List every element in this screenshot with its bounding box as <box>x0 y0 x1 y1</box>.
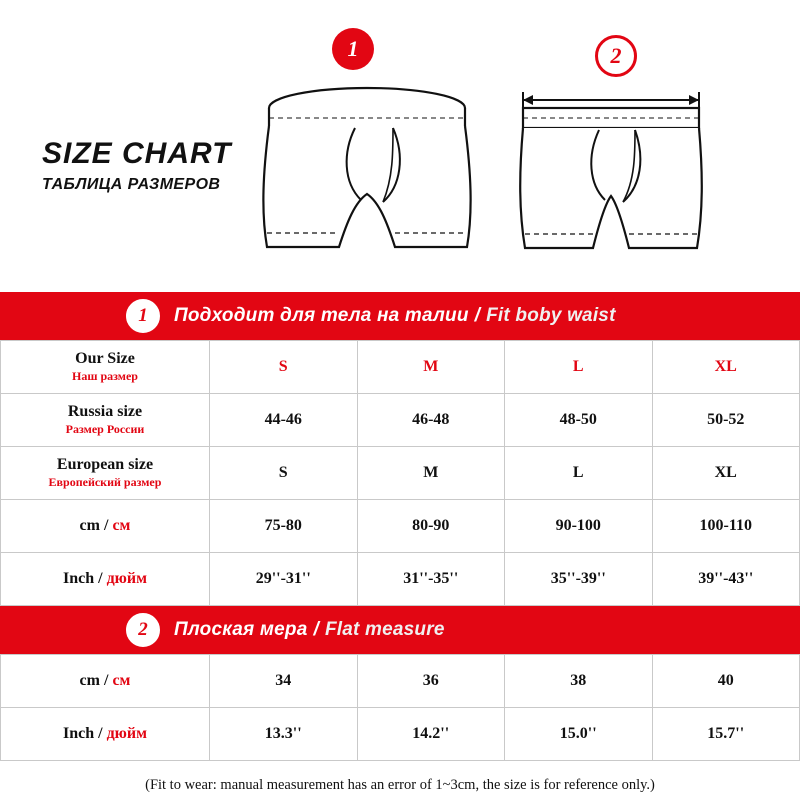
cell-russia-size-m: 46-48 <box>357 394 505 447</box>
section-badge-2: 2 <box>126 613 160 647</box>
row-label-waist-cm <box>1 500 210 553</box>
cell-flat-cm-xl: 40 <box>652 655 800 708</box>
row-label-waist-inch <box>1 553 210 606</box>
table-row <box>1 394 800 447</box>
section-title-2 <box>174 619 445 641</box>
row-label-waist-inch-ru: дюйм <box>106 569 147 587</box>
callout-badge-2: 2 <box>595 35 637 77</box>
row-label-flat-inch <box>1 708 210 761</box>
row-label-flat-inch-ru: дюйм <box>106 724 147 742</box>
table-row <box>1 447 800 500</box>
row-label-our-size-ru: Наш размер <box>72 368 138 383</box>
row-label-russia-size <box>1 394 210 447</box>
row-label-flat-inch-en: Inch <box>62 724 95 742</box>
size-table-fit-body-waist <box>0 340 800 606</box>
table-row <box>1 500 800 553</box>
title-sub: ТАБЛИЦА РАЗМЕРОВ <box>42 175 221 193</box>
row-label-european-size <box>1 447 210 500</box>
cell-european-size-s: S <box>210 447 358 500</box>
table-row <box>1 553 800 606</box>
row-label-waist-cm-en: cm <box>79 516 100 534</box>
row-label-waist-cm-ru: см <box>112 516 131 534</box>
table-row <box>1 708 800 761</box>
row-label-waist-inch-en: Inch <box>62 569 95 587</box>
cell-flat-inch-m: 14.2'' <box>357 708 505 761</box>
cell-waist-inch-xl: 39''-43'' <box>652 553 800 606</box>
cell-waist-inch-m: 31''-35'' <box>357 553 505 606</box>
cell-russia-size-xl: 50-52 <box>652 394 800 447</box>
section-title-1-separator: / <box>474 305 481 326</box>
cell-waist-inch-l: 35''-39'' <box>505 553 653 606</box>
cell-european-size-xl: XL <box>652 447 800 500</box>
row-label-european-size-ru: Европейский размер <box>48 474 162 489</box>
cell-our-size-l: L <box>505 341 653 394</box>
cell-flat-cm-m: 36 <box>357 655 505 708</box>
cell-our-size-s: S <box>210 341 358 394</box>
measurement-note: (Fit to wear: manual measurement has an error of 1~3cm, the size is for reference only.) <box>145 777 655 793</box>
row-label-russia-size-ru: Размер России <box>65 421 145 436</box>
section-title-1-en: Fit boby waist <box>486 305 616 326</box>
row-label-our-size <box>1 341 210 394</box>
cell-our-size-m: M <box>357 341 505 394</box>
boxer-brief-front-illustration <box>243 82 493 272</box>
section-title-2-ru: Плоская мера <box>174 619 308 640</box>
section-title-2-separator: / <box>313 619 319 640</box>
cell-russia-size-l: 48-50 <box>505 394 653 447</box>
section-badge-1: 1 <box>126 299 160 333</box>
row-label-flat-cm-ru: см <box>112 671 131 689</box>
cell-waist-cm-xl: 100-110 <box>652 500 800 553</box>
cell-flat-inch-xl: 15.7'' <box>652 708 800 761</box>
section-title-1-ru: Подходит для тела на талии <box>174 305 469 326</box>
cell-waist-cm-s: 75-80 <box>210 500 358 553</box>
table-row <box>1 655 800 708</box>
row-label-flat-cm-slash: / <box>103 671 113 689</box>
section-header-flat-measure <box>0 606 800 654</box>
boxer-brief-flat-illustration <box>515 82 725 272</box>
table-row <box>1 341 800 394</box>
illustration-area <box>0 0 800 292</box>
cell-waist-cm-m: 80-90 <box>357 500 505 553</box>
row-label-flat-cm-en: cm <box>79 671 100 689</box>
row-label-our-size-en: Our Size <box>75 350 135 368</box>
cell-flat-cm-l: 38 <box>505 655 653 708</box>
row-label-european-size-en: European size <box>56 456 154 474</box>
cell-waist-inch-s: 29''-31'' <box>210 553 358 606</box>
cell-european-size-m: M <box>357 447 505 500</box>
cell-our-size-xl: XL <box>652 341 800 394</box>
cell-waist-cm-l: 90-100 <box>505 500 653 553</box>
page-title <box>42 138 231 194</box>
section-title-1 <box>174 305 616 327</box>
cell-flat-inch-l: 15.0'' <box>505 708 653 761</box>
cell-european-size-l: L <box>505 447 653 500</box>
callout-badge-1: 1 <box>332 28 374 70</box>
section-title-2-en: Flat measure <box>324 619 445 640</box>
cell-flat-inch-s: 13.3'' <box>210 708 358 761</box>
title-main: SIZE CHART <box>42 137 232 170</box>
section-header-fit-body-waist <box>0 292 800 340</box>
row-label-flat-cm <box>1 655 210 708</box>
cell-flat-cm-s: 34 <box>210 655 358 708</box>
size-table-flat-measure <box>0 654 800 761</box>
cell-russia-size-s: 44-46 <box>210 394 358 447</box>
row-label-waist-cm-slash: / <box>103 516 113 534</box>
row-label-flat-inch-slash: / <box>98 724 107 742</box>
row-label-russia-size-en: Russia size <box>67 403 143 421</box>
row-label-waist-inch-slash: / <box>98 569 107 587</box>
